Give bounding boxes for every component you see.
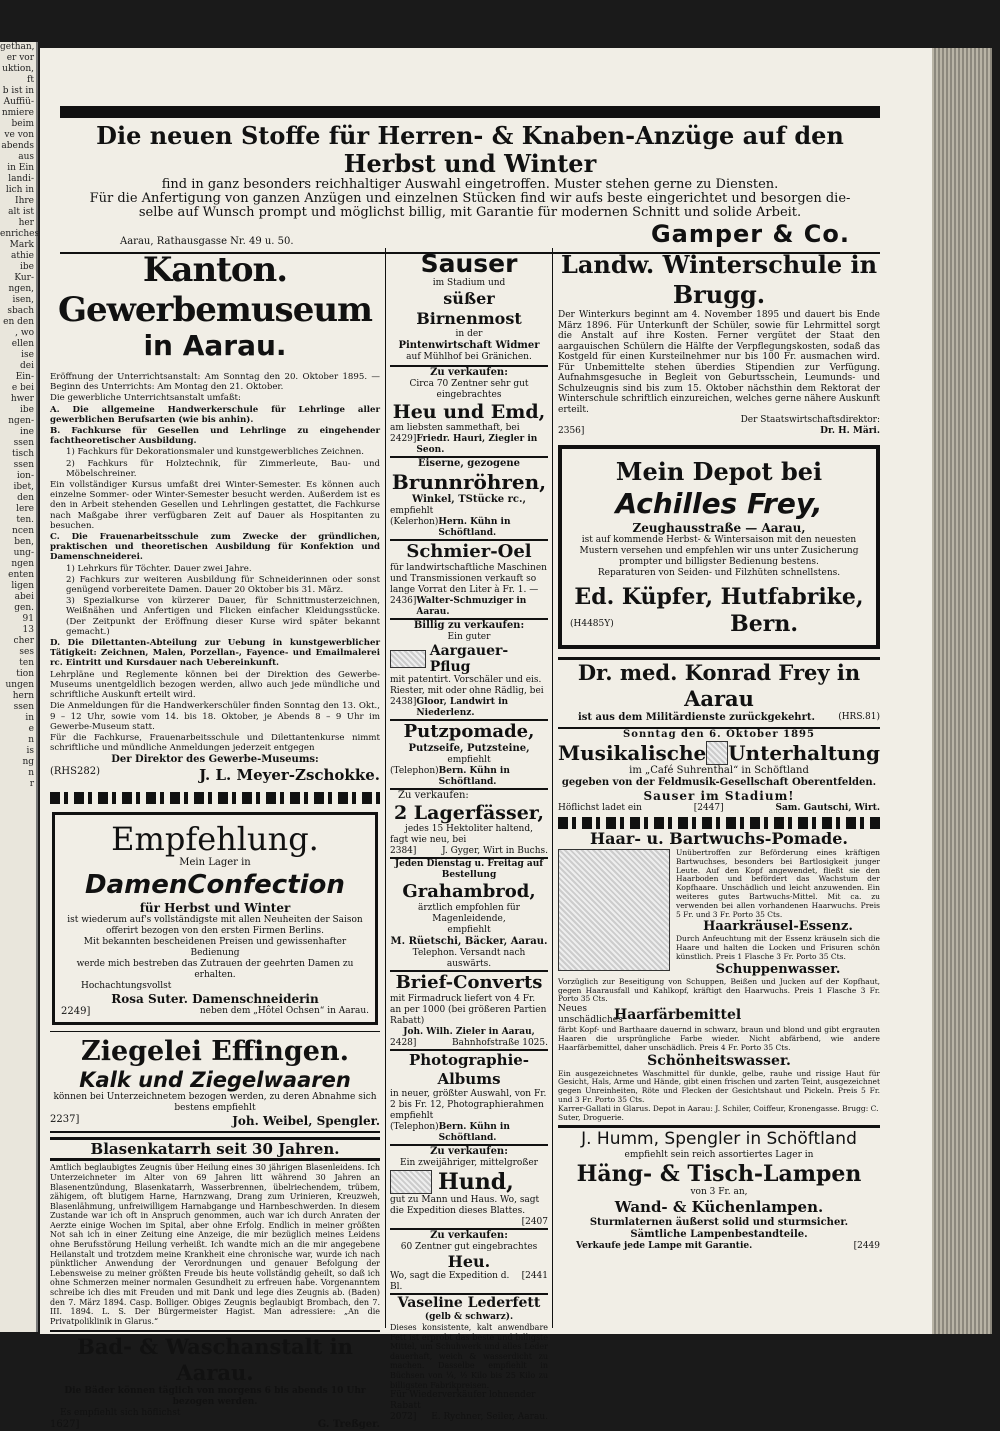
column-rule	[552, 248, 553, 1328]
margin-fragment: enten	[8, 570, 34, 580]
depot-big: Achilles Frey,	[615, 487, 823, 520]
hund-big: Hund,	[438, 1169, 514, 1195]
schmier-code: 2436]	[390, 596, 417, 606]
empfehlung-line: ist wiederum auf's vollständigste mit allen Neuheiten der Saison	[67, 915, 363, 926]
gewerbe-line: 1) Fachkurs für Dekorationsmaler und kunstgewerbliches Zeichnen.	[66, 447, 364, 458]
lager-head: Zu verkaufen:	[398, 790, 469, 801]
schoen-title: Schönheitswasser.	[647, 1052, 791, 1069]
brunn-line: Winkel, TStücke rc.,	[412, 494, 526, 505]
margin-fragment: tion	[16, 669, 34, 679]
margin-fragment: ssen	[13, 438, 34, 448]
margin-fragment: n	[28, 735, 34, 745]
verk1-line: Circa 70 Zentner sehr gut eingebrachtes	[409, 379, 529, 400]
margin-fragment: ibe	[20, 262, 34, 272]
empfehlung-code: 2249]	[61, 1006, 91, 1018]
putz-name: Bern. Kühn in Schöftland.	[438, 766, 510, 787]
depot-line: ist auf kommende Herbst- & Wintersaison mit den neuesten Mustern versehen und empfehlen wir uns unter Zusicherung prompter und billigster Bedienung bestens.	[579, 535, 859, 567]
empfehlung-big: DamenConfection	[85, 870, 345, 901]
graham-line: empfiehlt	[447, 925, 491, 935]
margin-fragment: ten	[19, 658, 34, 668]
margin-fragment: enriches	[0, 229, 40, 239]
empfehlung-line: für Herbst und Winter	[139, 901, 291, 916]
photo-name: Bern. Kühn in Schöftland.	[438, 1122, 510, 1143]
humm-line: empfiehlt sein reich assortiertes Lager in	[624, 1150, 814, 1161]
humm-big2: Wand- & Küchenlampen.	[614, 1198, 824, 1217]
margin-fragment: r	[29, 779, 34, 789]
margin-fragment: ung-	[13, 548, 34, 558]
margin-fragment: sbach	[7, 306, 34, 316]
margin-fragment: en den	[3, 317, 34, 327]
margin-fragment: aus	[18, 152, 34, 162]
margin-fragment: ise	[21, 350, 34, 360]
margin-fragment: alt ist	[8, 207, 34, 217]
landw-text: Der Winterkurs beginnt am 4. November 1895 und dauert bis Ende März 1896. Für Unterkunft der Schüler, sowie für Lehrmittel sorgt die Anstalt auf ihre Kosten. Ferner vergütet der Staat den aargauischen Schülern die Hälfte der Verpflegungskosten, sodaß das Kostgeld für einen Kursteilnehmer nur bis 100 Fr. ausmachen wird. Für Unbemittelte stehen überdies Stipendien zur Verfügung. Aufnahmsgesuche in Begleit von Geburtsschein, Leumunds- und Schulzeugnis sind bis zum 15. Oktober nächsthin dem Rektorat der Winterschule schriftlich einzureichen, welches gerne nähere Auskunft erteilt.	[558, 310, 880, 415]
margin-fragment: gen.	[14, 603, 34, 613]
top-ad-line: find in ganz besonders reichhaltiger Auswahl eingetroffen. Muster stehen gerne zu Diensten.	[161, 177, 779, 192]
schmier-line: für landwirtschaftliche Maschinen und Transmissionen verkauft so lange Vorrat den Liter à Fr. 1. —	[390, 563, 547, 595]
landw-title: Landw. Winterschule in Brugg.	[560, 250, 878, 309]
margin-fragment: er vor	[6, 53, 34, 63]
haar-text: Unübertroffen zur Beförderung eines kräftigen Bartwuchses, besonders bei Bartlosigkeit junger Leute. Auf den Kopf angewendet, fließt sie den Haarboden und befördert das Wachstum der Kopfhaare. Unschädlich und leicht anzuwenden. Ein weiteres gutes Bartwuchs-Mittel. Mit ca. zu verwenden bei allen vorhandenen Haarwuchs. Preis 5 Fr. und 3 Fr. Porto 35 Cts.	[676, 848, 880, 919]
top-ad-line: Für die Anfertigung von ganzen Anzügen und einzelnen Stücken find wir aufs beste eingerichtet und besorgen die-	[89, 191, 851, 206]
margin-fragment: 13	[22, 625, 34, 635]
brief-code: 2428]	[390, 1038, 417, 1048]
brunn-line: empfiehlt	[390, 506, 434, 516]
brunn-tag: (Kelerhon)	[390, 517, 439, 527]
margin-fragment: ngen	[11, 559, 34, 569]
gewerbe-name: J. L. Meyer-Zschokke.	[199, 766, 380, 785]
frey-line: ist aus dem Militärdienste zurückgekehrt.	[578, 712, 815, 723]
humm-big: Häng- & Tisch-Lampen	[576, 1161, 862, 1188]
margin-fragment: Mark	[9, 240, 34, 250]
margin-fragment: hern	[12, 691, 34, 701]
book-page-edges	[932, 48, 992, 1334]
margin-fragment: beim	[11, 119, 34, 129]
humm-title: J. Humm, Spengler in Schöftland	[581, 1129, 857, 1150]
margin-fragment: athie	[11, 251, 34, 261]
gewerbe-subtitle: in Aarau.	[143, 329, 287, 362]
margin-fragment: ses	[19, 647, 34, 657]
verk1-big: Heu und Emd,	[392, 401, 546, 423]
landw-code: 2356]	[558, 426, 585, 436]
margin-fragment: ssen	[13, 460, 34, 470]
brief-line: Bahnhofstraße 1025.	[452, 1038, 548, 1048]
brief-line: Joh. Wilh. Zieler in Aarau,	[403, 1027, 535, 1037]
top-ad	[60, 106, 880, 254]
lager-line: jedes 15 Hektoliter haltend,	[405, 824, 533, 834]
portraits-illustration	[558, 849, 670, 971]
lager-code: 2384]	[390, 846, 417, 856]
humm-line: von 3 Fr. an,	[690, 1187, 748, 1198]
margin-fragment: ibe	[20, 405, 34, 415]
empfehlung-title: Empfehlung.	[111, 820, 319, 859]
pflug-big: Aargauer-Pflug	[429, 643, 509, 675]
margin-fragment: e	[28, 724, 34, 734]
margin-fragment: ssen	[13, 702, 34, 712]
schoen-line: Karrer-Gallati in Glarus. Depot in Aarau: J. Schiler, Coiffeur, Kronengasse. Brugg: C. Suter, Droguerie.	[558, 1103, 879, 1122]
margin-fragment: lich in	[5, 185, 34, 195]
margin-fragment: ft	[27, 75, 34, 85]
bad-code: 1627]	[50, 1419, 80, 1431]
margin-fragment: ine	[19, 427, 34, 437]
brunn-line: Eiserne, gezogene	[418, 458, 520, 469]
musik-name: Sam. Gautschi, Wirt.	[775, 803, 880, 813]
margin-fragment: nmiere	[1, 108, 34, 118]
verk1-code: 2429]	[390, 434, 417, 444]
vaseline-sub: (gelb & schwarz).	[424, 1312, 514, 1322]
margin-fragment: dei	[20, 361, 34, 371]
column-1	[50, 250, 380, 1431]
faerbe-text: färbt Kopf- und Barthaare dauernd in schwarz, braun und blond und gibt ergrauten Haaren die ursprüngliche Farbe wieder. Nicht abfärbend, wie andere Haarfärbemittel, daher unschädlich. Preis 4 Fr. Porto 35 Cts.	[558, 1025, 880, 1052]
ziegel-line: können bei Unterzeichnetem bezogen werden, zu deren Abnahme sich bestens empfiehlt	[53, 1092, 377, 1114]
musik-big: Unterhaltung	[728, 741, 880, 765]
empfehlung-line: Mit bekannten bescheidenen Preisen und gewissenhafter Bedienung	[83, 937, 347, 959]
musik-code: [2447]	[693, 803, 724, 813]
top-bar	[60, 106, 880, 118]
depot-line: Reparaturen von Seiden- und Filzhüten schnellstens.	[597, 568, 841, 578]
humm-line: Sturmlaternen äußerst solid und sturmsicher.	[589, 1217, 849, 1229]
pflug-line: mit patentirt. Vorschäler und eis. Riester, mit oder ohne Rädlig, bei	[390, 675, 544, 696]
pflug-line: Ein guter	[447, 632, 491, 642]
ziegel-name: Joh. Weibel, Spengler.	[232, 1114, 380, 1129]
graham-line: ärztlich empfohlen für Magenleidende,	[418, 903, 520, 924]
margin-fragment: is	[26, 746, 34, 756]
haar2-text: Durch Anfeuchtung mit der Essenz kräuseln sich die Haare und halten die Locken und Frisuren schön künstlich. Preis 1 Flasche 3 Fr. Porto 35 Cts.	[676, 934, 880, 961]
margin-fragment: ncen	[12, 526, 34, 536]
gewerbe-title: Kanton. Gewerbemuseum	[57, 250, 373, 330]
margin-fragment: lere	[16, 504, 34, 514]
top-ad-headline: Die neuen Stoffe für Herren- & Knaben-Anzüge auf den Herbst und Winter	[96, 121, 844, 178]
hund-line: gut zu Mann und Haus. Wo, sagt die Expedition dieses Blattes.	[390, 1195, 540, 1216]
humm-line: Verkaufe jede Lampe mit Garantie.	[576, 1241, 753, 1252]
empfehlung-address: neben dem „Hôtel Ochsen“ in Aarau.	[199, 1006, 369, 1017]
margin-fragment: ligen	[11, 581, 34, 591]
gewerbe-line: 2) Fachkurs zur weiteren Ausbildung für Schneiderinnen oder sonst genügend vorbereitete Damen. Dauer 20 Oktober bis 31. März.	[66, 574, 380, 596]
pflug-name: Gloor, Landwirt in Niederlenz.	[416, 697, 509, 718]
empfehlung-line: offerirt bezogen von den ersten Firmen Berlins.	[105, 926, 325, 937]
brunn-name: Hern. Kühn in Schöftland.	[438, 517, 511, 538]
margin-fragment: Auffiü-	[3, 97, 34, 107]
putz-tag: (Telephon)	[390, 766, 439, 776]
sauser-line: auf Mühlhof bei Gränichen.	[406, 352, 532, 362]
top-ad-firm: Gamper & Co.	[650, 220, 850, 248]
ornament-border	[558, 817, 880, 829]
lager-big: 2 Lagerfässer,	[393, 802, 545, 824]
sauser-title: Sauser	[420, 249, 518, 278]
bad-title: Bad- & Waschanstalt in Aarau.	[77, 1334, 353, 1386]
depot-line: Zeughausstraße — Aarau,	[632, 521, 806, 535]
margin-fragment: uktion,	[2, 64, 34, 74]
faerbe-title: Haarfärbemittel	[614, 1007, 742, 1024]
putz-line: empfiehlt	[447, 755, 491, 765]
depot-name: Ed. Küpfer, Hutfabrike,	[574, 584, 864, 610]
margin-fragment: ngen-	[8, 416, 34, 426]
gewerbe-code: (RHS282)	[50, 766, 100, 778]
sauser-line: süßer Birnenmost	[416, 289, 522, 328]
depot-city: Bern.	[730, 611, 798, 637]
frey-code: (HRS.81)	[838, 712, 880, 722]
gewerbe-line: Ein vollständiger Kursus umfaßt drei Winter-Semester. Es können auch einzelne Sommer- oder Winter-Semester besucht werden. Außerdem ist es den in Arbeit stehenden Gesellen und Lehrlingen gestattet, die Fachkurse nach Maßgabe ihrer verfügbaren Zeit auf Dauer als Hospitanten zu besuchen.	[50, 480, 380, 531]
gewerbe-line: A. Die allgemeine Handwerkerschule für Lehrlinge aller gewerblichen Berufsarten (wie bis anhin).	[50, 404, 380, 425]
lager-line: fagt wie neu, bei	[390, 835, 467, 845]
gewerbe-line: 2) Fachkurs für Holztechnik, für Zimmerleute, Bau- und Möbelschreiner.	[66, 458, 380, 479]
margin-fragment: ion-	[16, 471, 34, 481]
hund-code: [2407	[521, 1217, 548, 1227]
musik-line: im „Café Suhrenthal“ in Schöftland	[629, 765, 809, 776]
depot-title: Mein Depot bei	[615, 457, 823, 486]
margin-fragment: abends	[1, 141, 34, 151]
brunn-big: Brunnröhren,	[391, 470, 547, 494]
margin-fragment: ng	[22, 757, 34, 767]
margin-fragment: ten.	[16, 515, 34, 525]
margin-fragment: den	[17, 493, 34, 503]
brief-title: Brief-Converts	[395, 972, 543, 993]
margin-fragment: in Ein	[7, 163, 34, 173]
korn-head: Zu verkaufen:	[430, 1230, 508, 1241]
margin-fragment: n	[28, 768, 34, 778]
korn-line: 60 Zentner gut eingebrachtes	[400, 1242, 538, 1252]
vaseline-code: 2072]	[390, 1412, 417, 1423]
frey-title: Dr. med. Konrad Frey in Aarau	[577, 660, 861, 711]
faerbe-small: Neues unschädliches	[558, 1004, 623, 1026]
gewerbe-line: B. Fachkurse für Gesellen und Lehrlinge zu eingehender fachtheoretischer Ausbildung.	[50, 426, 380, 447]
sauser-line: Pintenwirtschaft Widmer	[398, 340, 540, 351]
graham-line: Telephon. Versandt nach auswärts.	[412, 948, 526, 969]
musik-big: Musikalische	[558, 741, 707, 765]
dog-illustration	[390, 1170, 432, 1194]
bad-line: Die Bäder können täglich von morgens 6 bis abends 10 Uhr bezogen werden.	[64, 1386, 366, 1408]
musik-line: Sauser im Stadium!	[643, 789, 795, 803]
verk1-head: Zu verkaufen:	[430, 367, 508, 378]
margin-fragment: ellen	[11, 339, 34, 349]
pflug-head: Billig zu verkaufen:	[413, 620, 525, 631]
margin-fragment: landi-	[8, 174, 34, 184]
margin-fragment: ungen	[5, 680, 34, 690]
verk1-name: Friedr. Hauri, Ziegler in Seon.	[416, 434, 538, 455]
putz-line: Putzseife, Putzsteine,	[408, 743, 530, 754]
music-illustration	[706, 741, 728, 765]
gewerbe-line: Die Anmeldungen für die Handwerkerschüler finden Sonntag den 13. Okt., 9 – 12 Uhr, sowie vom 14. bis 18. Oktober, je Abends 8 – 9 Uhr im Gewerbe-Museum statt.	[50, 701, 380, 732]
schmier-title: Schmier-Oel	[406, 541, 532, 562]
landw-sign: Der Staatswirtschaftsdirektor:	[740, 415, 880, 425]
column-3	[558, 250, 880, 1252]
haar-title: Haar- u. Bartwuchs-Pomade.	[590, 829, 848, 848]
ziegel-code: 2237]	[50, 1114, 80, 1126]
top-ad-line: selbe auf Wunsch prompt und möglichst billig, mit Garantie für modernen Schnitt und solide Arbeit.	[138, 205, 802, 220]
humm-line: Sämtliche Lampenbestandteile.	[630, 1229, 808, 1241]
graham-head: Jeden Dienstag u. Freitag auf Bestellung	[394, 859, 544, 880]
margin-fragment: b ist in	[2, 86, 34, 96]
margin-fragment: tisch	[12, 449, 34, 459]
margin-fragment: Kur-	[14, 273, 34, 283]
blasen-title: Blasenkatarrh seit 30 Jahren.	[50, 1137, 380, 1161]
adjacent-page-margin	[0, 42, 38, 1332]
gewerbe-line: Lehrpläne und Reglemente können bei der Direktion des Gewerbe-Museums unentgeldlich bezogen werden, allwo auch jede mündliche und schriftliche Auskunft erteilt wird.	[50, 669, 380, 701]
gewerbe-line: 3) Spezialkurse von kürzerer Dauer, für Schnittmusterzeichnen, Weißnähen und Anfertigen und Flicken einfacher Kleidungsstücke. (Der Zeitpunkt der Eröffnung dieser Kurse wird später bekannt gemacht.)	[66, 596, 380, 637]
column-rule	[385, 248, 386, 1328]
gewerbe-body	[50, 372, 380, 753]
gewerbe-line: 1) Lehrkurs für Töchter. Dauer zwei Jahre.	[66, 563, 252, 574]
musik-line: Höflichst ladet ein	[558, 803, 642, 813]
graham-name: M. Rüetschi, Bäcker, Aarau.	[390, 936, 548, 947]
blasen-text: Amtlich beglaubigtes Zeugnis über Heilung eines 30 jährigen Blasenleidens. Ich Unterzeichneter im Alter von 69 Jahren litt während 30 Jahren an Blasenentzündung, Blasenkatarrh, Wasserbrennen, übelriechendem, trübem, zähigem, oft blutigem Harne, Harnzwang, Drang zum Urinieren, Kreuzweh, Blasenlähmung, unfreiwilligem Harnabgange und Harnbeschwerden. In diesem Zustande war ich oft in Anspruch genommen, auch war ich durch Anraten der Aerzte einige Wochen im Spital, aber ohne Erfolg. Endlich in meiner größten Not sah ich in einer Zeitung eine Anzeige, die mir bezüglich meines Leidens ohne Berufsstörung Heilung verheißt. Ich wandte mich an die mir angegebene Heilanstalt und trotzdem meine Krankheit eine chronische war, wurde ich nach pünktlicher Anwendung der Verordnungen und genauer Befolgung der Lebensweise zu meiner größten Freude bis heute vollständig geheilt, so daß ich ohne Schmerzen meiner normalen Gesundheit zu erfreuen habe. Vorgenanntem schreibe ich dies mit Freuden und mit Dank und lege dies Zeugnis ab. (Baden) den 7. März 1894. Casp. Bolliger. Obiges Zeugnis beglaubigt Brombach, den 7. III. 1894. L. S. Der Bürgermeister Hagist. Man adressiere: „An die Privatpoliklinik in Glarus.“	[50, 1163, 380, 1326]
photo-title: Photographie-Albums	[408, 1051, 530, 1088]
graham-big: Grahambrod,	[402, 881, 536, 902]
musik-line: gegeben von der Feldmusik-Gesellschaft Oberentfelden.	[561, 777, 877, 788]
putz-title: Putzpomade,	[403, 721, 535, 742]
korn-big: Heu.	[447, 1252, 491, 1271]
photo-line: in neuer, größter Auswahl, von Fr. 2 bis Fr. 12, Photographierahmen empfiehlt	[390, 1089, 547, 1121]
schupp-text: Vorzüglich zur Beseitigung von Schuppen, Beißen und Jucken auf der Kopfhaut, gegen Haarausfall und Kahlkopf, kräftigt den Haarwuchs. Preis 1 Flasche 3 Fr. Porto 35 Cts.	[558, 976, 880, 1004]
verk1-line: am liebsten sammethaft, bei	[390, 423, 520, 433]
margin-fragment: ibet,	[13, 482, 34, 492]
margin-fragment: abei	[14, 592, 34, 602]
margin-fragment: ve von	[4, 130, 34, 140]
margin-fragment: e bei	[11, 383, 34, 393]
pflug-code: 2438]	[390, 697, 417, 707]
empfehlung-line: Hochachtungsvollst	[81, 981, 172, 992]
margin-fragment: , wo	[15, 328, 34, 338]
margin-fragment: ngen,	[8, 284, 34, 294]
newspaper-page	[40, 48, 932, 1431]
margin-fragment: her	[18, 218, 34, 228]
margin-fragment: hwer	[10, 394, 34, 404]
sauser-line: im Stadium und	[432, 278, 506, 288]
hund-line: Ein zweijähriger, mittelgroßer	[400, 1158, 538, 1168]
depot-ad	[558, 445, 880, 649]
vaseline-title: Vaseline Lederfett	[397, 1295, 541, 1311]
ziegel-title: Ziegelei Effingen.	[80, 1036, 349, 1068]
brief-line: mit Firmadruck liefert von 4 Fr. an per 1000 (bei größeren Partien Rabatt)	[390, 994, 547, 1026]
margin-fragment: Ihre	[15, 196, 34, 206]
column-2	[390, 250, 548, 1423]
empfehlung-line: Mein Lager in	[179, 857, 251, 869]
gewerbe-line: Die gewerbliche Unterrichtsanstalt umfaßt:	[50, 393, 241, 404]
vaseline-name: E. Rychner, Seiler, Aarau.	[431, 1412, 548, 1423]
vaseline-line: Für Wiederverkäufer lohnender Rabatt	[390, 1390, 536, 1412]
bad-name: G. Treßger.	[317, 1419, 380, 1431]
depot-code: (H4485Y)	[570, 618, 614, 629]
korn-line: Wo, sagt die Expedition d. Bl.	[390, 1271, 510, 1292]
ornament-border	[50, 792, 380, 804]
margin-fragment: 91	[22, 614, 34, 624]
gewerbe-line: Eröffnung der Unterrichtsanstalt: Am Sonntag den 20. Oktober 1895. — Beginn des Unterrichts: Am Montag den 21. Oktober.	[50, 372, 380, 393]
schupp-title: Schuppenwasser.	[715, 961, 841, 977]
margin-fragment: in	[25, 713, 34, 723]
margin-fragment: gethan,	[0, 42, 35, 52]
gewerbe-line: C. Die Frauenarbeitsschule zum Zwecke der gründlichen, praktischen und theoretischen Ausbildung für Konfektion und Damenschneiderei.	[50, 532, 380, 563]
empfehlung-ad	[52, 812, 378, 1025]
ziegel-subtitle: Kalk und Ziegelwaaren	[79, 1068, 351, 1093]
plough-illustration	[390, 650, 426, 668]
lager-name: J. Gyger, Wirt in Buchs.	[441, 846, 548, 856]
margin-fragment: Ein-	[15, 372, 34, 382]
margin-fragment: ben,	[14, 537, 34, 547]
korn-code: [2441	[521, 1271, 548, 1281]
hund-head: Zu verkaufen:	[430, 1146, 508, 1157]
bad-line: Es empfiehlt sich höflichst	[60, 1408, 181, 1419]
gewerbe-sign: Der Direktor des Gewerbe-Museums:	[111, 754, 319, 766]
margin-fragment: isen,	[12, 295, 34, 305]
landw-name: Dr. H. Märi.	[820, 426, 880, 436]
sauser-line: in der	[455, 329, 483, 339]
top-ad-address: Aarau, Rathausgasse Nr. 49 u. 50.	[120, 236, 294, 247]
gewerbe-line: D. Die Dilettanten-Abteilung zur Uebung in kunstgewerblicher Tätigkeit: Zeichnen, Malen, Porzellan-, Fayence- und Emailmalerei rc. Eintritt und Kursdauer nach Uebereinkunft.	[50, 638, 380, 669]
vaseline-text: Dieses konsistente, kalt anwendbare Fett ist erprobt das beste und billigste Mittel, um Schuhwerk und alles Leder dauerhaft, weich & wasserdicht zu machen. Dasselbe empfiehlt in Büchsen von ¼, ½ Kilo bis 25 Kilo zu billigsten Fabrikpreisen.	[390, 1323, 548, 1390]
photo-tag: (Telephon)	[390, 1122, 439, 1132]
haar2-title: Haarkräusel-Essenz.	[703, 919, 853, 935]
schmier-name: Walter-Schmuziger in Aarau.	[416, 596, 527, 617]
margin-fragment: cher	[13, 636, 34, 646]
schoen-text: Ein ausgezeichnetes Waschmittel für dunkle, gelbe, rauhe und rissige Haut für Gesicht, Hals, Arme und Hände, gibt einen frischen und zarten Teint, ausgezeichnet gegen Unreinheiten, Röte und Flecken der Gesichtshaut und Pickeln. Preis 5 Fr. und 3 Fr. Porto 35 Cts.	[558, 1068, 880, 1104]
musik-date: Sonntag den 6. Oktober 1895	[623, 729, 815, 740]
gewerbe-line: Für die Fachkurse, Frauenarbeitsschule und Dilettantenkurse nimmt schriftliche und mündliche Anmeldungen jederzeit entgegen	[50, 732, 380, 754]
humm-code: [2449	[853, 1241, 880, 1252]
empfehlung-line: werde mich bestreben das Zutrauen der geehrten Damen zu erhalten.	[76, 959, 354, 981]
empfehlung-name: Rosa Suter. Damenschneiderin	[111, 992, 319, 1007]
